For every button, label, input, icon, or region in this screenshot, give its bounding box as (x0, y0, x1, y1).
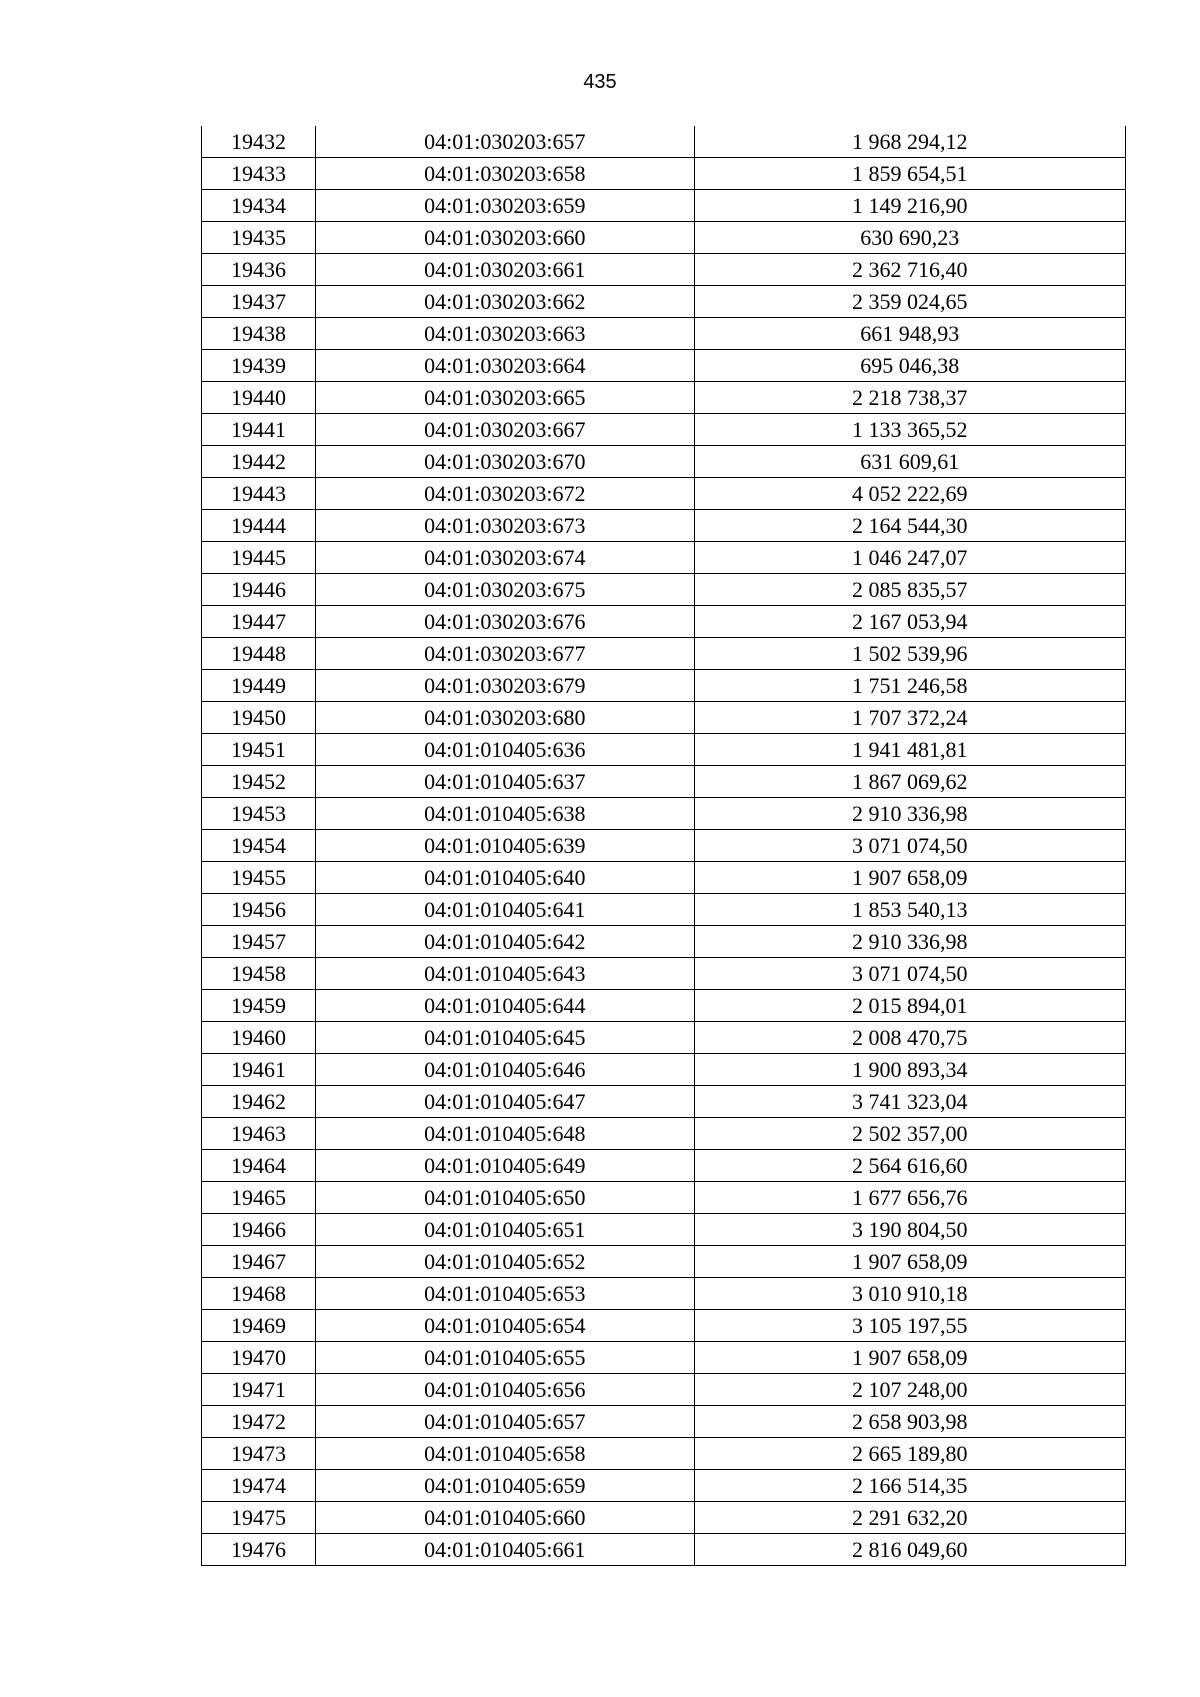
cadastral-number-cell: 04:01:010405:657 (316, 1406, 694, 1438)
cadastral-number-cell: 04:01:030203:676 (316, 606, 694, 638)
row-number-cell: 19476 (202, 1534, 316, 1566)
cadastral-value-cell: 1 853 540,13 (694, 894, 1125, 926)
cadastral-number-cell: 04:01:010405:636 (316, 734, 694, 766)
cadastral-number-cell: 04:01:030203:679 (316, 670, 694, 702)
row-number-cell: 19448 (202, 638, 316, 670)
row-number-cell: 19452 (202, 766, 316, 798)
cadastral-value-cell: 1 149 216,90 (694, 190, 1125, 222)
row-number-cell: 19440 (202, 382, 316, 414)
table-row (202, 222, 1126, 254)
row-number-cell: 19453 (202, 798, 316, 830)
cadastral-value-cell: 1 941 481,81 (694, 734, 1125, 766)
table-row (202, 1086, 1126, 1118)
table-row (202, 574, 1126, 606)
table-row (202, 1342, 1126, 1374)
cadastral-value-cell: 3 741 323,04 (694, 1086, 1125, 1118)
row-number-cell: 19458 (202, 958, 316, 990)
row-number-cell: 19438 (202, 318, 316, 350)
cadastral-number-cell: 04:01:030203:673 (316, 510, 694, 542)
table-row (202, 158, 1126, 190)
table-row (202, 542, 1126, 574)
cadastral-value-cell: 2 008 470,75 (694, 1022, 1125, 1054)
cadastral-number-cell: 04:01:010405:642 (316, 926, 694, 958)
table-row (202, 1214, 1126, 1246)
table-row (202, 382, 1126, 414)
cadastral-number-cell: 04:01:030203:663 (316, 318, 694, 350)
cadastral-number-cell: 04:01:010405:648 (316, 1118, 694, 1150)
cadastral-number-cell: 04:01:030203:664 (316, 350, 694, 382)
cadastral-number-cell: 04:01:030203:658 (316, 158, 694, 190)
table-row (202, 1246, 1126, 1278)
table-row (202, 1054, 1126, 1086)
table-row (202, 798, 1126, 830)
row-number-cell: 19437 (202, 286, 316, 318)
row-number-cell: 19472 (202, 1406, 316, 1438)
cadastral-value-cell: 1 133 365,52 (694, 414, 1125, 446)
row-number-cell: 19435 (202, 222, 316, 254)
row-number-cell: 19456 (202, 894, 316, 926)
row-number-cell: 19470 (202, 1342, 316, 1374)
cadastral-value-cell: 2 167 053,94 (694, 606, 1125, 638)
cadastral-number-cell: 04:01:010405:652 (316, 1246, 694, 1278)
cadastral-value-cell: 2 910 336,98 (694, 926, 1125, 958)
table-row (202, 958, 1126, 990)
row-number-cell: 19441 (202, 414, 316, 446)
cadastral-number-cell: 04:01:030203:670 (316, 446, 694, 478)
cadastral-number-cell: 04:01:010405:655 (316, 1342, 694, 1374)
row-number-cell: 19454 (202, 830, 316, 862)
cadastral-value-cell: 2 658 903,98 (694, 1406, 1125, 1438)
table-row (202, 734, 1126, 766)
cadastral-value-cell: 3 105 197,55 (694, 1310, 1125, 1342)
cadastral-value-cell: 2 910 336,98 (694, 798, 1125, 830)
table-body (202, 126, 1126, 1566)
cadastral-value-cell: 2 665 189,80 (694, 1438, 1125, 1470)
cadastral-value-cell: 695 046,38 (694, 350, 1125, 382)
row-number-cell: 19460 (202, 1022, 316, 1054)
table-row (202, 1406, 1126, 1438)
page-number: 435 (583, 71, 617, 93)
table-row (202, 1022, 1126, 1054)
cadastral-number-cell: 04:01:010405:656 (316, 1374, 694, 1406)
table-row (202, 1502, 1126, 1534)
cadastral-value-cell: 2 107 248,00 (694, 1374, 1125, 1406)
row-number-cell: 19469 (202, 1310, 316, 1342)
cadastral-value-cell: 1 502 539,96 (694, 638, 1125, 670)
cadastral-value-cell: 2 164 544,30 (694, 510, 1125, 542)
cadastral-number-cell: 04:01:010405:637 (316, 766, 694, 798)
row-number-cell: 19439 (202, 350, 316, 382)
table-row (202, 318, 1126, 350)
table-row (202, 414, 1126, 446)
row-number-cell: 19432 (202, 126, 316, 158)
row-number-cell: 19473 (202, 1438, 316, 1470)
row-number-cell: 19474 (202, 1470, 316, 1502)
table-row (202, 446, 1126, 478)
row-number-cell: 19434 (202, 190, 316, 222)
cadastral-number-cell: 04:01:010405:645 (316, 1022, 694, 1054)
cadastral-number-cell: 04:01:010405:659 (316, 1470, 694, 1502)
cadastral-number-cell: 04:01:010405:653 (316, 1278, 694, 1310)
table-row (202, 1438, 1126, 1470)
table-row (202, 990, 1126, 1022)
cadastral-value-cell: 2 085 835,57 (694, 574, 1125, 606)
cadastral-number-cell: 04:01:010405:658 (316, 1438, 694, 1470)
table-row (202, 1150, 1126, 1182)
table-row (202, 510, 1126, 542)
cadastral-value-cell: 2 218 738,37 (694, 382, 1125, 414)
cadastral-value-cell: 2 015 894,01 (694, 990, 1125, 1022)
cadastral-value-cell: 1 046 247,07 (694, 542, 1125, 574)
row-number-cell: 19449 (202, 670, 316, 702)
cadastral-value-cell: 1 677 656,76 (694, 1182, 1125, 1214)
cadastral-number-cell: 04:01:030203:662 (316, 286, 694, 318)
cadastral-number-cell: 04:01:010405:639 (316, 830, 694, 862)
table-row (202, 862, 1126, 894)
cadastral-value-cell: 1 907 658,09 (694, 1342, 1125, 1374)
row-number-cell: 19447 (202, 606, 316, 638)
row-number-cell: 19450 (202, 702, 316, 734)
row-number-cell: 19463 (202, 1118, 316, 1150)
cadastral-number-cell: 04:01:010405:654 (316, 1310, 694, 1342)
table-row (202, 830, 1126, 862)
cadastral-number-cell: 04:01:030203:677 (316, 638, 694, 670)
row-number-cell: 19471 (202, 1374, 316, 1406)
cadastral-value-cell: 661 948,93 (694, 318, 1125, 350)
table-row (202, 478, 1126, 510)
cadastral-number-cell: 04:01:010405:643 (316, 958, 694, 990)
cadastral-value-cell: 4 052 222,69 (694, 478, 1125, 510)
row-number-cell: 19465 (202, 1182, 316, 1214)
cadastral-value-cell: 3 190 804,50 (694, 1214, 1125, 1246)
cadastral-value-cell: 1 867 069,62 (694, 766, 1125, 798)
row-number-cell: 19475 (202, 1502, 316, 1534)
cadastral-value-cell: 1 900 893,34 (694, 1054, 1125, 1086)
cadastral-number-cell: 04:01:010405:640 (316, 862, 694, 894)
cadastral-number-cell: 04:01:030203:675 (316, 574, 694, 606)
cadastral-value-cell: 1 859 654,51 (694, 158, 1125, 190)
row-number-cell: 19433 (202, 158, 316, 190)
cadastral-value-cell: 2 362 716,40 (694, 254, 1125, 286)
cadastral-number-cell: 04:01:030203:661 (316, 254, 694, 286)
cadastral-value-cell: 630 690,23 (694, 222, 1125, 254)
cadastral-value-cell: 2 359 024,65 (694, 286, 1125, 318)
cadastral-value-cell: 1 968 294,12 (694, 126, 1125, 158)
table-row (202, 606, 1126, 638)
row-number-cell: 19464 (202, 1150, 316, 1182)
table-row (202, 638, 1126, 670)
table-row (202, 702, 1126, 734)
cadastral-number-cell: 04:01:030203:657 (316, 126, 694, 158)
cadastral-number-cell: 04:01:030203:680 (316, 702, 694, 734)
cadastral-number-cell: 04:01:010405:651 (316, 1214, 694, 1246)
cadastral-value-cell: 1 707 372,24 (694, 702, 1125, 734)
row-number-cell: 19446 (202, 574, 316, 606)
row-number-cell: 19467 (202, 1246, 316, 1278)
cadastral-value-cell: 2 166 514,35 (694, 1470, 1125, 1502)
cadastral-value-cell: 3 010 910,18 (694, 1278, 1125, 1310)
cadastral-value-cell: 1 907 658,09 (694, 1246, 1125, 1278)
table-row (202, 254, 1126, 286)
table-row (202, 1182, 1126, 1214)
cadastral-value-cell: 3 071 074,50 (694, 830, 1125, 862)
cadastral-value-cell: 2 564 616,60 (694, 1150, 1125, 1182)
table-row (202, 1470, 1126, 1502)
table-row (202, 1374, 1126, 1406)
row-number-cell: 19457 (202, 926, 316, 958)
cadastral-number-cell: 04:01:010405:647 (316, 1086, 694, 1118)
cadastral-value-cell: 2 502 357,00 (694, 1118, 1125, 1150)
row-number-cell: 19461 (202, 1054, 316, 1086)
cadastral-number-cell: 04:01:010405:638 (316, 798, 694, 830)
cadastral-number-cell: 04:01:010405:641 (316, 894, 694, 926)
cadastral-number-cell: 04:01:010405:644 (316, 990, 694, 1022)
table-row (202, 286, 1126, 318)
table-row (202, 1534, 1126, 1566)
cadastral-number-cell: 04:01:030203:660 (316, 222, 694, 254)
cadastral-value-cell: 1 907 658,09 (694, 862, 1125, 894)
row-number-cell: 19455 (202, 862, 316, 894)
table-row (202, 1278, 1126, 1310)
cadastral-number-cell: 04:01:010405:649 (316, 1150, 694, 1182)
row-number-cell: 19436 (202, 254, 316, 286)
row-number-cell: 19451 (202, 734, 316, 766)
table-row (202, 1118, 1126, 1150)
table-row (202, 894, 1126, 926)
table-row (202, 350, 1126, 382)
row-number-cell: 19468 (202, 1278, 316, 1310)
table-row (202, 670, 1126, 702)
cadastral-value-cell: 631 609,61 (694, 446, 1125, 478)
row-number-cell: 19444 (202, 510, 316, 542)
row-number-cell: 19442 (202, 446, 316, 478)
cadastral-number-cell: 04:01:010405:646 (316, 1054, 694, 1086)
cadastral-value-cell: 2 816 049,60 (694, 1534, 1125, 1566)
cadastral-number-cell: 04:01:030203:659 (316, 190, 694, 222)
cadastral-value-cell: 1 751 246,58 (694, 670, 1125, 702)
cadastral-number-cell: 04:01:030203:665 (316, 382, 694, 414)
cadastral-number-cell: 04:01:010405:650 (316, 1182, 694, 1214)
table-row (202, 190, 1126, 222)
row-number-cell: 19445 (202, 542, 316, 574)
cadastral-number-cell: 04:01:030203:674 (316, 542, 694, 574)
row-number-cell: 19462 (202, 1086, 316, 1118)
cadastral-value-cell: 3 071 074,50 (694, 958, 1125, 990)
table-row (202, 1310, 1126, 1342)
cadastral-value-table (201, 126, 1126, 1566)
table-row (202, 766, 1126, 798)
cadastral-number-cell: 04:01:030203:667 (316, 414, 694, 446)
table-row (202, 926, 1126, 958)
cadastral-number-cell: 04:01:030203:672 (316, 478, 694, 510)
cadastral-number-cell: 04:01:010405:661 (316, 1534, 694, 1566)
row-number-cell: 19466 (202, 1214, 316, 1246)
table-row (202, 126, 1126, 158)
row-number-cell: 19443 (202, 478, 316, 510)
cadastral-number-cell: 04:01:010405:660 (316, 1502, 694, 1534)
row-number-cell: 19459 (202, 990, 316, 1022)
cadastral-value-cell: 2 291 632,20 (694, 1502, 1125, 1534)
